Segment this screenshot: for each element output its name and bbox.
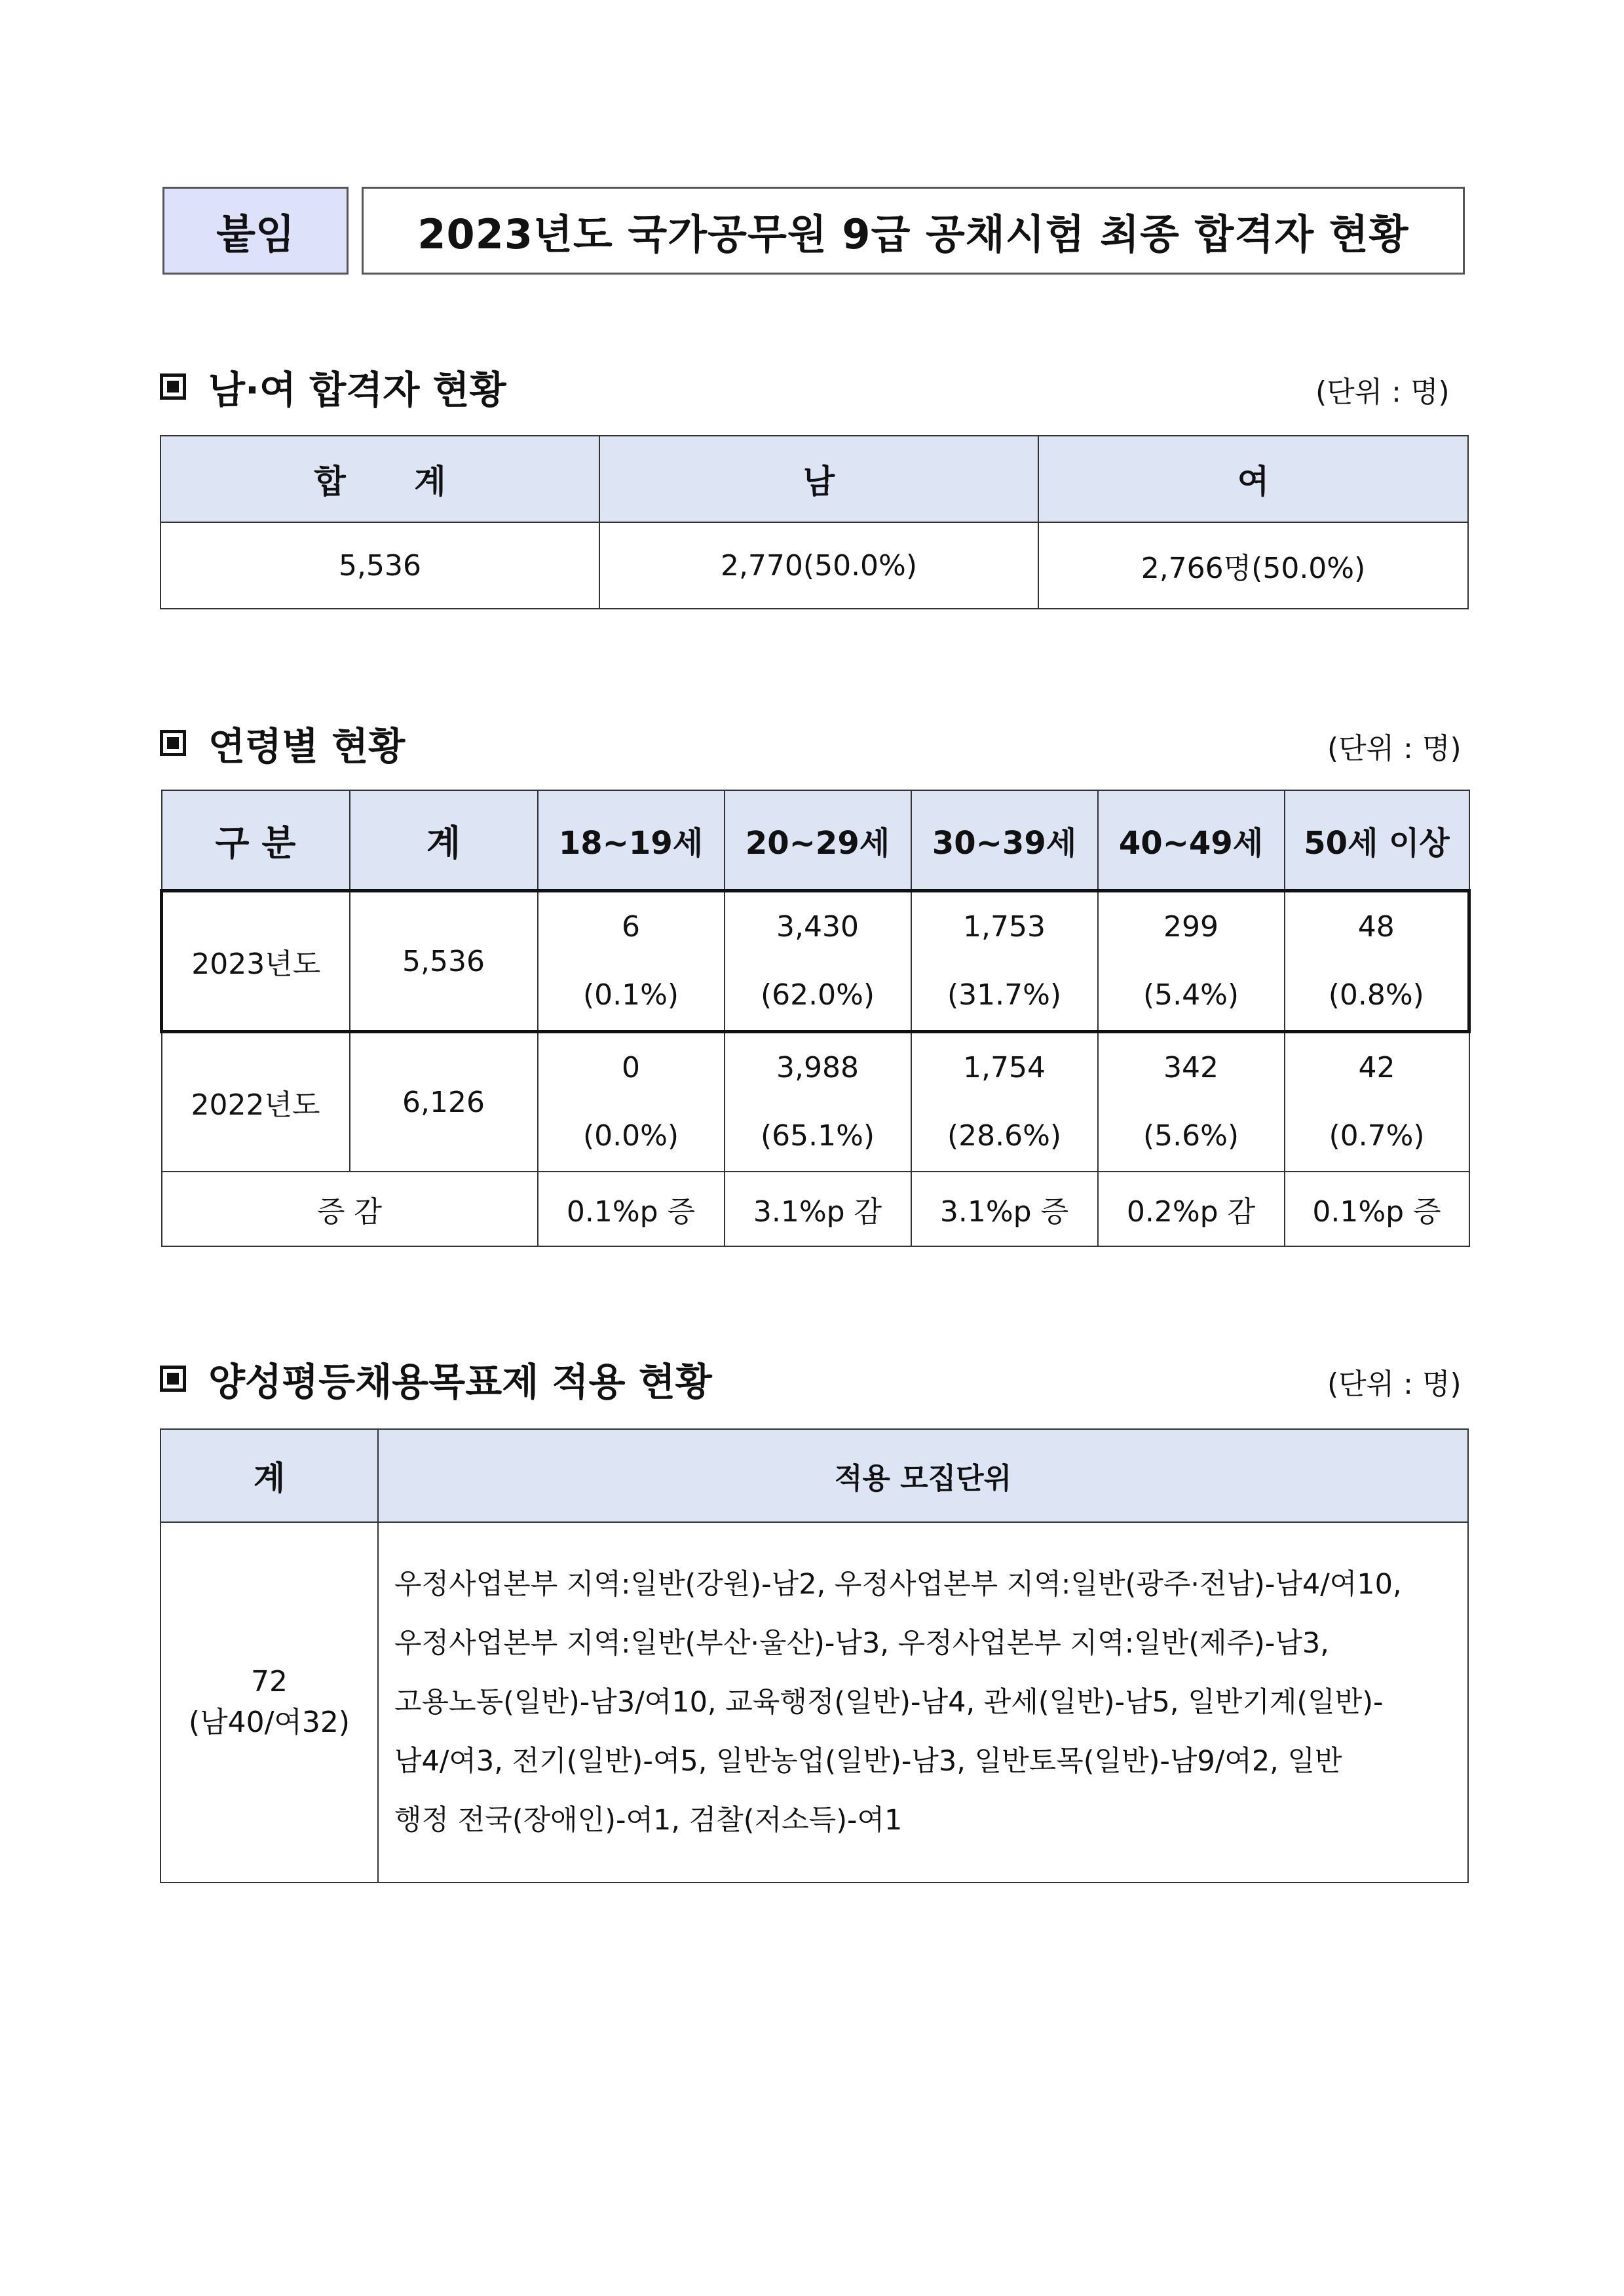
attachment-badge: 붙임 [162, 187, 349, 275]
gender-equality-table [160, 1428, 1469, 1883]
change-cell: 3.1%p 증 [911, 1172, 1098, 1246]
row-year: 2022년도 [162, 1032, 350, 1172]
age-cell: 0 (0.0%) [538, 1032, 725, 1172]
header-units: 적용 모집단위 [378, 1429, 1468, 1522]
age-cell: 299 (5.4%) [1098, 891, 1285, 1032]
section3-title: 양성평등채용목표제 적용 현황 [208, 1360, 712, 1404]
document-title: 2023년도 국가공무원 9급 공채시험 최종 합격자 현황 [362, 187, 1465, 275]
header-age-18-19: 18~19세 [538, 790, 725, 891]
table-row [162, 1032, 1469, 1172]
header-age-30-39: 30~39세 [911, 790, 1098, 891]
section3-heading [160, 1351, 712, 1406]
change-row [162, 1172, 1469, 1246]
header-sum: 계 [161, 1429, 378, 1522]
table-row [162, 891, 1469, 1032]
section1-title: 남·여 합격자 현황 [208, 368, 506, 412]
header-category: 구 분 [162, 790, 350, 891]
cell-female: 2,766명(50.0%) [1038, 522, 1468, 609]
row-year: 2023년도 [162, 891, 350, 1032]
square-bullet-icon [160, 730, 186, 756]
age-cell: 342 (5.6%) [1098, 1032, 1285, 1172]
change-cell: 0.1%p 증 [538, 1172, 725, 1246]
table-row [161, 1522, 1468, 1883]
change-cell: 0.1%p 증 [1285, 1172, 1469, 1246]
header-age-20-29: 20~29세 [725, 790, 911, 891]
age-cell: 6 (0.1%) [538, 891, 725, 1032]
age-cell: 3,430 (62.0%) [725, 891, 911, 1032]
equality-total: 72 (남40/여32) [161, 1522, 378, 1883]
section2-heading [160, 716, 405, 771]
change-label: 증 감 [162, 1172, 538, 1246]
header-age-40-49: 40~49세 [1098, 790, 1285, 891]
change-cell: 0.2%p 감 [1098, 1172, 1285, 1246]
age-table [160, 790, 1471, 1247]
header-sum: 계 [350, 790, 538, 891]
age-cell: 1,754 (28.6%) [911, 1032, 1098, 1172]
header-total: 합 계 [161, 436, 599, 522]
age-cell: 42 (0.7%) [1285, 1032, 1469, 1172]
section2-title: 연령별 현황 [208, 724, 406, 769]
age-cell: 1,753 (31.7%) [911, 891, 1098, 1032]
change-cell: 3.1%p 감 [725, 1172, 911, 1246]
equality-units-desc: 우정사업본부 지역:일반(강원)-남2, 우정사업본부 지역:일반(광주·전남)-남4/여10, 우정사업본부 지역:일반(부산·울산)-남3, 우정사업본부 지역:일반(제주)-남3, 고용노동(일반)-남3/여10, 교육행정(일반)-남4, 관세(일반)-남5, 일반기계(일반)- 남4/여3, 전기(일반)-여5, 일반농업(일반)-남3, 일반토목(일반)-남9/여2, 일반 행정 전국(장애인)-여1, 검찰(저소득)-여1 [378, 1522, 1468, 1883]
header-female: 여 [1038, 436, 1468, 522]
row-total: 5,536 [350, 891, 538, 1032]
age-cell: 48 (0.8%) [1285, 891, 1469, 1032]
section1-heading [160, 359, 506, 414]
gender-table [160, 435, 1469, 609]
header-male: 남 [599, 436, 1038, 522]
cell-male: 2,770(50.0%) [599, 522, 1038, 609]
section1-unit: (단위 : 명) [1315, 375, 1450, 409]
section3-unit: (단위 : 명) [1327, 1368, 1462, 1401]
age-cell: 3,988 (65.1%) [725, 1032, 911, 1172]
square-bullet-icon [160, 373, 186, 400]
square-bullet-icon [160, 1366, 186, 1392]
header-age-50-plus: 50세 이상 [1285, 790, 1469, 891]
cell-total: 5,536 [161, 522, 599, 609]
row-total: 6,126 [350, 1032, 538, 1172]
section2-unit: (단위 : 명) [1327, 732, 1462, 765]
